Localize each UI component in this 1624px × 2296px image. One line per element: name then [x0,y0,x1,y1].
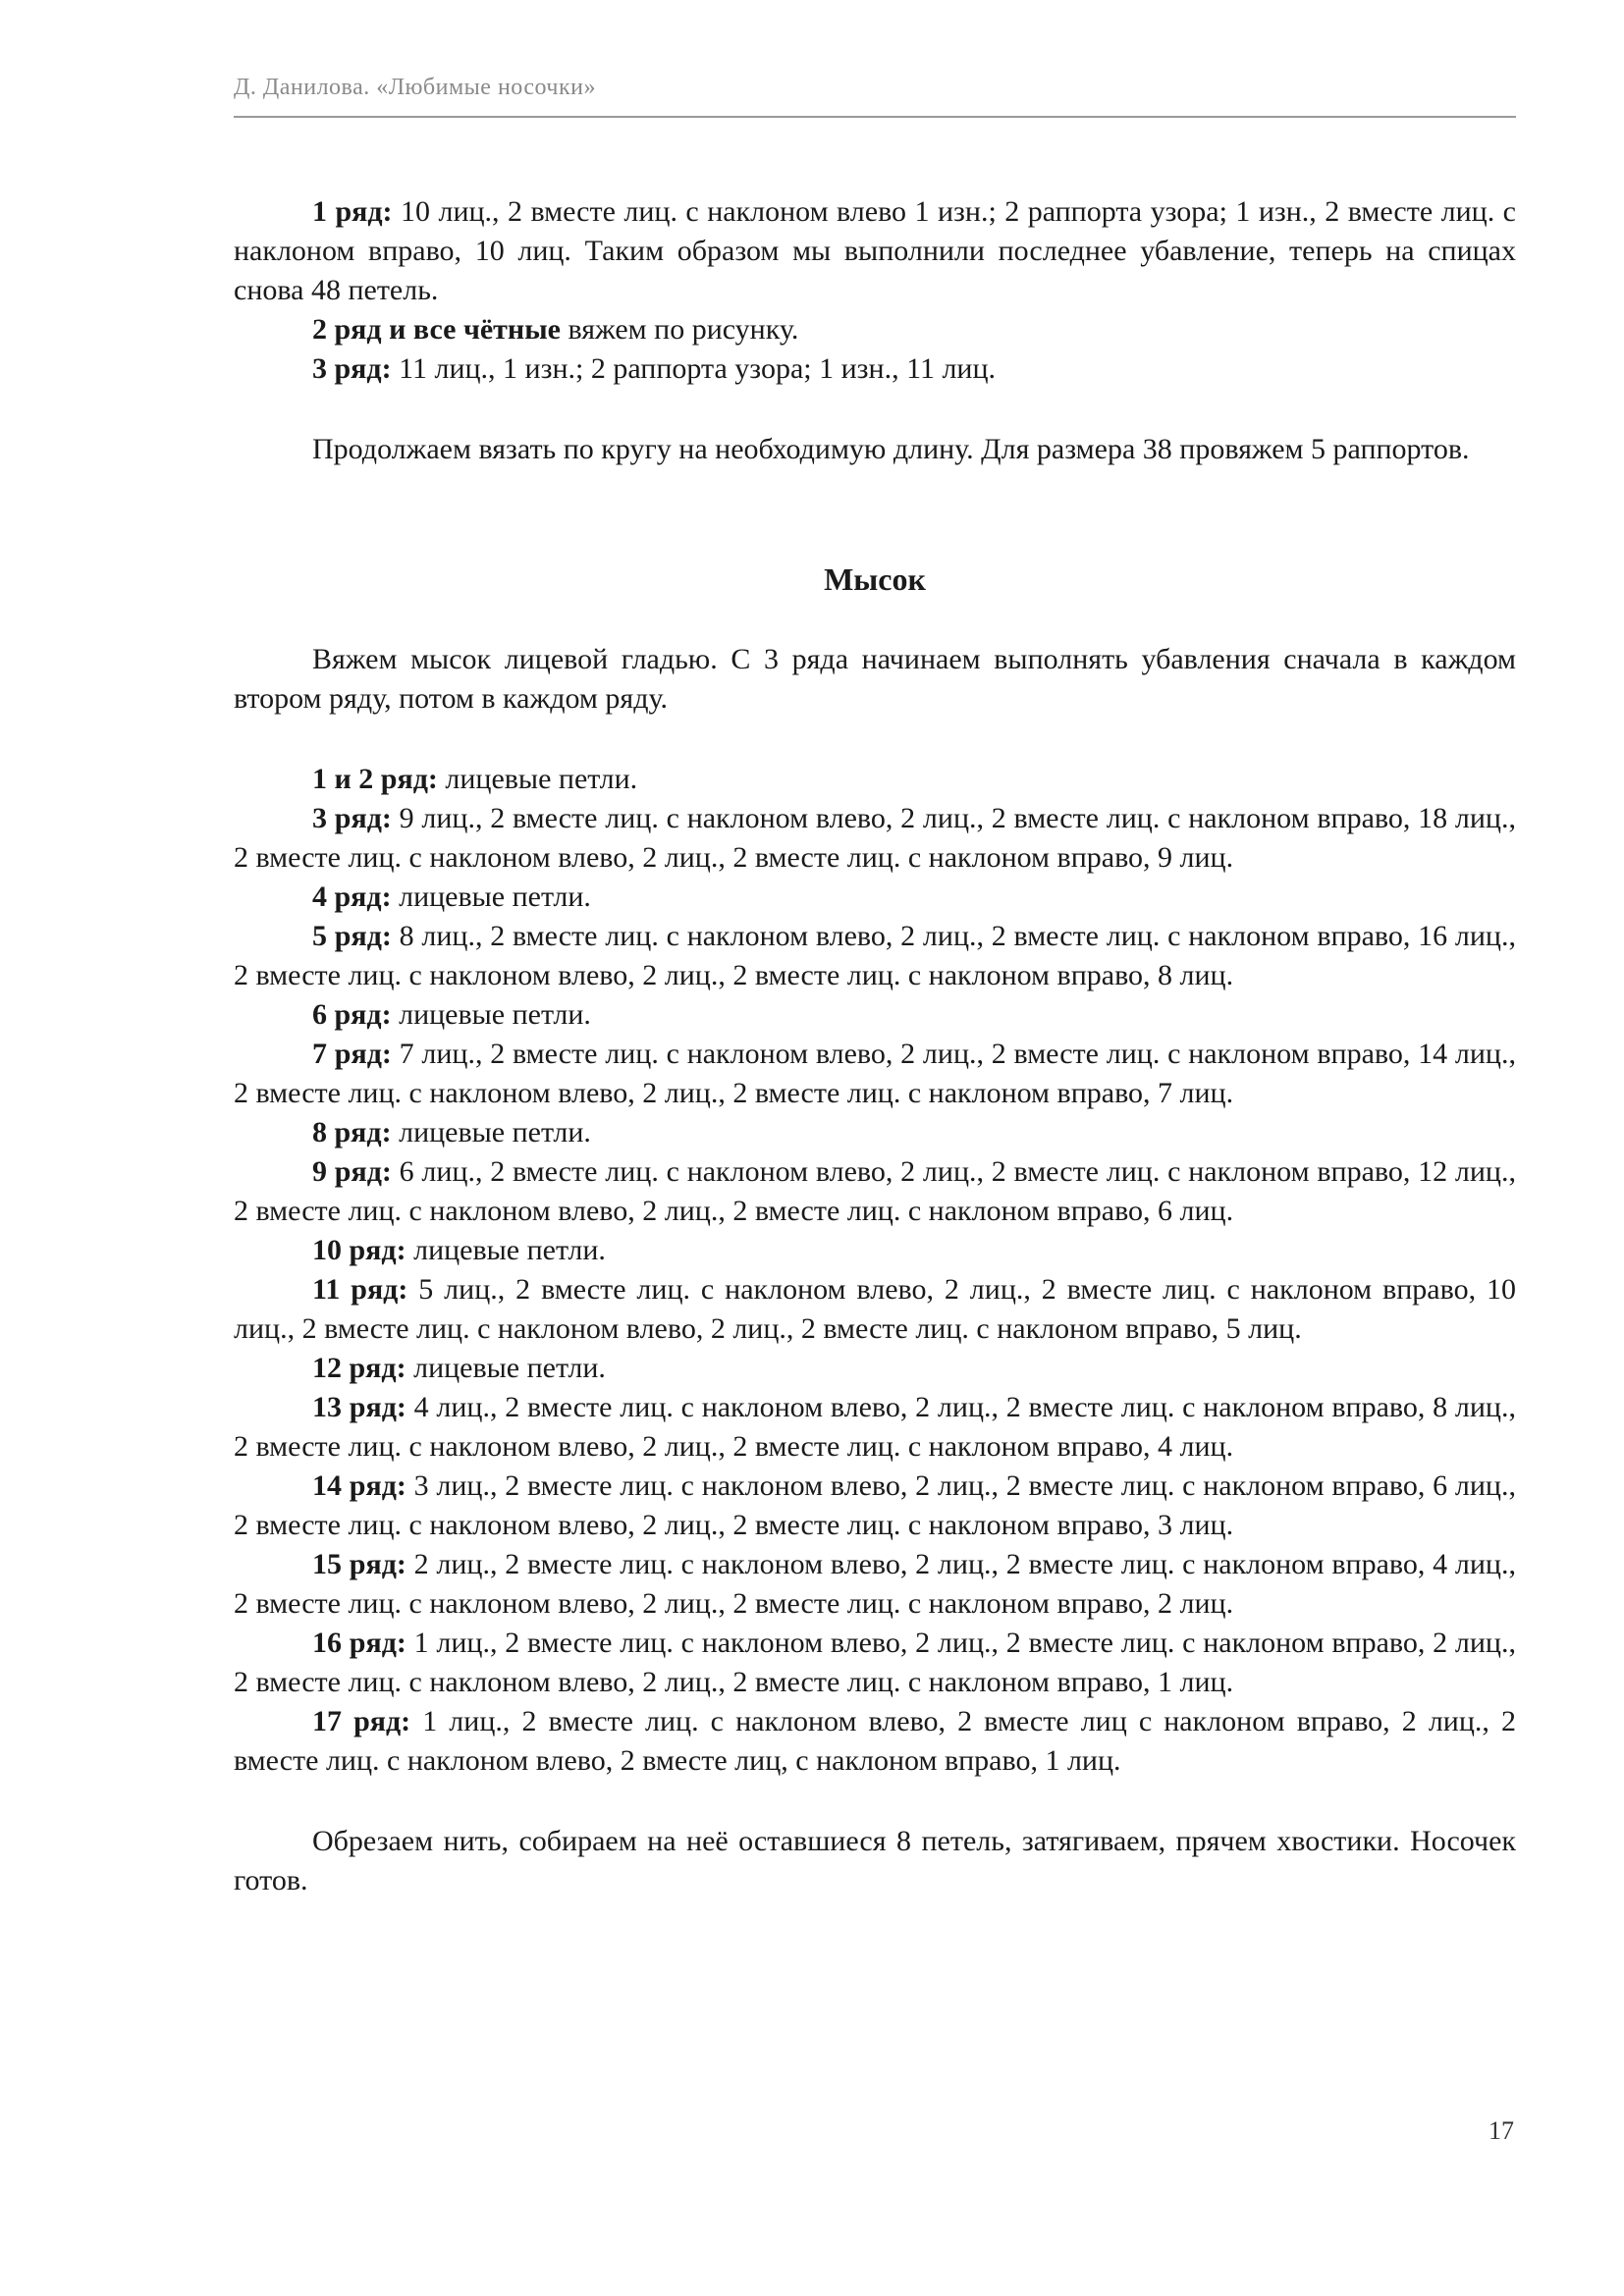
continue-paragraph: Продолжаем вязать по кругу на необходимую длину. Для размера 38 провяжем 5 раппортов. [312,433,1470,465]
row-text: лицевые петли. [406,1234,606,1266]
section-title: Мысок [824,561,926,597]
row-label: 6 ряд: [312,998,392,1031]
row-text: 7 лиц., 2 вместе лиц. с наклоном влево, 2 лиц., 2 вместе лиц. с наклоном вправо, 14 лиц., 2 вместе лиц. с наклоном влево, 2 лиц., 2 вместе лиц. с наклоном вправо, 7 лиц. [234,1038,1516,1109]
section-intro: Вяжем мысок лицевой гладью. С 3 ряда начинаем выполнять убавления сначала в каждом втором ряду, потом в каждом ряду. [234,643,1516,715]
row-label: 15 ряд: [312,1548,406,1580]
instruction-row [234,1035,1516,1113]
row-text: 8 лиц., 2 вместе лиц. с наклоном влево, 2 лиц., 2 вместе лиц. с наклоном вправо, 16 лиц., 2 вместе лиц. с наклоном влево, 2 лиц., 2 вместе лиц. с наклоном вправо, 8 лиц. [234,920,1516,991]
row-text: 3 лиц., 2 вместе лиц. с наклоном влево, 2 лиц., 2 вместе лиц. с наклоном вправо, 6 лиц., 2 вместе лиц. с наклоном влево, 2 лиц., 2 вместе лиц. с наклоном вправо, 3 лиц. [234,1469,1516,1541]
row-label: 12 ряд: [312,1352,406,1384]
header-divider [234,116,1516,118]
row-text: 5 лиц., 2 вместе лиц. с наклоном влево, 2 лиц., 2 вместе лиц. с наклоном вправо, 10 лиц., 2 вместе лиц. с наклоном влево, 2 лиц., 2 вместе лиц. с наклоном вправо, 5 лиц. [234,1273,1516,1345]
instruction-row [234,917,1516,995]
row-label: 16 ряд: [312,1627,406,1659]
instruction-row [234,1113,1516,1152]
instruction-row [234,310,1516,349]
row-label: 7 ряд: [312,1038,392,1070]
instruction-row [234,1624,1516,1702]
row-text: лицевые петли. [391,1116,591,1148]
row-label: 13 ряд: [312,1391,406,1423]
instruction-row [234,192,1516,310]
row-text: лицевые петли. [406,1352,606,1384]
row-text: 6 лиц., 2 вместе лиц. с наклоном влево, 2 лиц., 2 вместе лиц. с наклоном вправо, 12 лиц., 2 вместе лиц. с наклоном влево, 2 лиц., 2 вместе лиц. с наклоном вправо, 6 лиц. [234,1155,1516,1227]
instruction-row [234,349,1516,389]
row-text: лицевые петли. [437,763,638,795]
closing-paragraph: Обрезаем нить, собираем на неё оставшиеся 8 петель, затягиваем, прячем хвостики. Носочек готов. [234,1825,1516,1896]
row-text: 10 лиц., 2 вместе лиц. с наклоном влево 1 изн.; 2 раппорта узора; 1 изн., 2 вместе лиц. с наклоном вправо, 10 лиц. Таким образом мы выполнили последнее убавление, теперь на спицах снова 48 петель. [234,195,1516,306]
row-label: 10 ряд: [312,1234,406,1266]
row-text: 1 лиц., 2 вместе лиц. с наклоном влево, 2 вместе лиц с наклоном вправо, 2 лиц., 2 вместе лиц. с наклоном влево, 2 вместе лиц, с наклоном вправо, 1 лиц. [234,1705,1516,1777]
instruction-row [234,1388,1516,1467]
row-label: 2 ряд и все чётные [312,313,561,346]
instruction-row [234,1152,1516,1231]
row-label: 14 ряд: [312,1469,406,1502]
instruction-row [234,760,1516,799]
row-text: лицевые петли. [391,998,591,1031]
row-text: 11 лиц., 1 изн.; 2 раппорта узора; 1 изн., 11 лиц. [391,352,997,385]
row-label: 4 ряд: [312,881,392,913]
row-label: 1 и 2 ряд: [312,763,438,795]
row-label: 1 ряд: [312,195,393,228]
row-label: 3 ряд: [312,352,392,385]
page-number: 17 [1489,2116,1514,2145]
row-text: 4 лиц., 2 вместе лиц. с наклоном влево, 2 лиц., 2 вместе лиц. с наклоном вправо, 8 лиц., 2 вместе лиц. с наклоном влево, 2 лиц., 2 вместе лиц. с наклоном вправо, 4 лиц. [234,1391,1516,1463]
row-label: 11 ряд: [312,1273,408,1306]
row-label: 8 ряд: [312,1116,392,1148]
row-text: вяжем по рисунку. [560,313,799,346]
instruction-row [234,995,1516,1035]
instruction-row [234,799,1516,878]
row-text: лицевые петли. [391,881,591,913]
instruction-row [234,1702,1516,1781]
row-text: 9 лиц., 2 вместе лиц. с наклоном влево, 2 лиц., 2 вместе лиц. с наклоном вправо, 18 лиц., 2 вместе лиц. с наклоном влево, 2 лиц., 2 вместе лиц. с наклоном вправо, 9 лиц. [234,802,1516,874]
row-label: 17 ряд: [312,1705,411,1737]
instruction-row [234,1270,1516,1349]
instruction-row [234,1467,1516,1545]
page-body [234,192,1516,1900]
row-label: 3 ряд: [312,802,392,834]
row-label: 9 ряд: [312,1155,392,1188]
instruction-row [234,1349,1516,1388]
row-label: 5 ряд: [312,920,392,952]
instruction-row [234,1231,1516,1270]
row-text: 2 лиц., 2 вместе лиц. с наклоном влево, 2 лиц., 2 вместе лиц. с наклоном вправо, 4 лиц., 2 вместе лиц. с наклоном влево, 2 лиц., 2 вместе лиц. с наклоном вправо, 2 лиц. [234,1548,1516,1620]
running-head: Д. Данилова. «Любимые носочки» [234,75,596,100]
row-text: 1 лиц., 2 вместе лиц. с наклоном влево, 2 лиц., 2 вместе лиц. с наклоном вправо, 2 лиц., 2 вместе лиц. с наклоном влево, 2 лиц., 2 вместе лиц. с наклоном вправо, 1 лиц. [234,1627,1516,1698]
instruction-row [234,878,1516,917]
instruction-row [234,1545,1516,1624]
